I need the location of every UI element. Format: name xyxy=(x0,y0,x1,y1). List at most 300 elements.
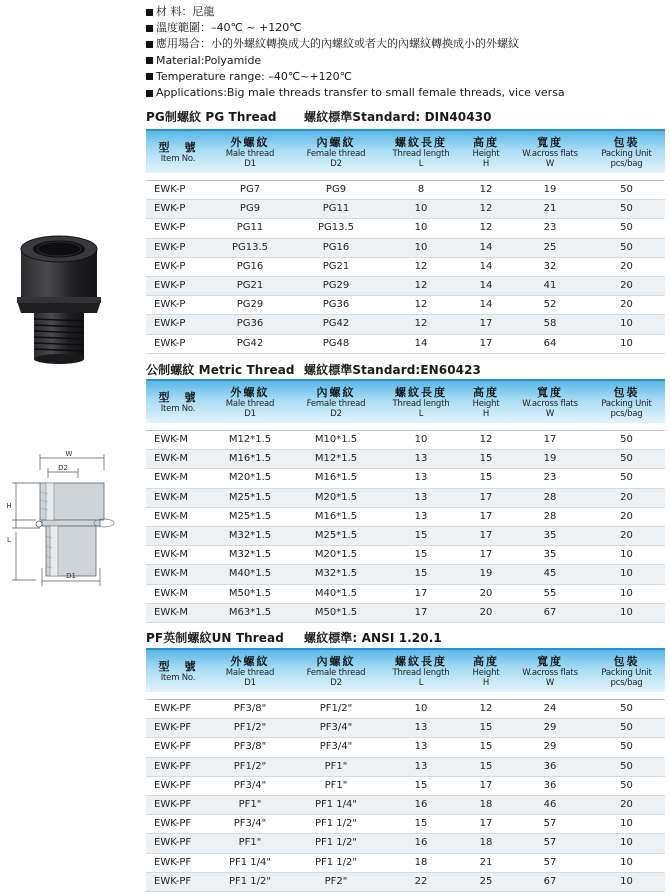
cell-w: 23 xyxy=(543,472,557,484)
header-en: Item No. xyxy=(160,672,196,683)
header-en: Item No. xyxy=(160,153,196,164)
cell-d2: PG9 xyxy=(325,184,347,195)
cell-l: 8 xyxy=(417,184,425,195)
cell-l: 12 xyxy=(414,318,428,330)
section-title-metric: 公制螺紋 Metric Thread 螺紋標準Standard:EN60423 xyxy=(146,363,482,377)
cell-h: 17 xyxy=(479,549,493,561)
cell-item: EWK-PF xyxy=(154,703,192,714)
adapter-technical-drawing xyxy=(2,450,142,595)
cell-item: EWK-PF xyxy=(154,875,192,887)
header-cell-w xyxy=(512,650,588,692)
cell-d2: PG48 xyxy=(322,337,350,349)
cell-d1: PF1" xyxy=(238,798,262,810)
header-en: Packing Unit xyxy=(601,667,652,678)
cell-d1: M50*1.5 xyxy=(228,587,272,599)
table-row xyxy=(146,873,665,892)
cell-h: 15 xyxy=(479,741,493,753)
cell-d1: PF3/4" xyxy=(233,818,267,830)
cell-l: 15 xyxy=(414,549,428,561)
cell-h: 17 xyxy=(479,337,493,349)
header-en: W xyxy=(545,677,555,688)
cell-p: 10 xyxy=(620,837,633,849)
bullet-icon xyxy=(146,73,153,80)
cell-item: EWK-M xyxy=(154,529,188,541)
bullet-icon xyxy=(146,25,153,32)
header-en: H xyxy=(482,408,490,419)
cell-w: 19 xyxy=(543,184,557,195)
cell-item: EWK-P xyxy=(154,279,186,291)
cell-p: 50 xyxy=(620,722,633,734)
cell-d2: M50*1.5 xyxy=(314,606,358,618)
cell-w: 58 xyxy=(543,318,557,330)
cell-d1: PF1" xyxy=(238,837,262,849)
header-en: Female thread xyxy=(306,148,366,159)
header-zh: 螺紋長度 xyxy=(395,135,447,149)
header-en: Male thread xyxy=(225,667,275,678)
cell-l: 10 xyxy=(414,241,428,253)
cell-l: 10 xyxy=(414,203,428,215)
header-gap xyxy=(146,423,665,431)
dim-l-label: L xyxy=(7,536,11,544)
header-zh: 外螺紋 xyxy=(230,654,270,668)
spec-material-en: Material:Polyamide xyxy=(146,53,666,69)
cell-d1: M20*1.5 xyxy=(228,472,272,484)
header-zh: 包裝 xyxy=(613,135,640,149)
table-body xyxy=(146,700,665,892)
cell-item: EWK-PF xyxy=(154,760,192,772)
header-cell-w xyxy=(512,381,588,423)
cell-l: 10 xyxy=(414,434,428,445)
spec-temperature-zh: 溫度範圍：–40℃ ~ +120℃ xyxy=(146,20,666,36)
header-cell-h xyxy=(460,650,512,692)
cell-d1: M63*1.5 xyxy=(228,606,272,618)
cell-l: 15 xyxy=(414,779,428,791)
section-title-pf: PF英制螺紋UN Thread 螺紋標準: ANSI 1.20.1 xyxy=(146,631,442,645)
header-en: L xyxy=(418,677,424,688)
table-row xyxy=(146,565,665,584)
cell-l: 18 xyxy=(414,856,428,868)
cell-item: EWK-M xyxy=(154,549,188,561)
header-zh: 內螺紋 xyxy=(316,135,356,149)
table-row xyxy=(146,431,665,450)
cell-w: 32 xyxy=(543,260,557,272)
cell-item: EWK-PF xyxy=(154,722,192,734)
cell-d1: PG13.5 xyxy=(231,241,269,253)
header-zh: 高度 xyxy=(473,135,499,149)
header-cell-l xyxy=(382,131,460,173)
header-cell-p xyxy=(588,381,665,423)
cell-h: 15 xyxy=(479,472,493,484)
cell-p: 10 xyxy=(620,606,633,618)
cell-d2: PG21 xyxy=(322,260,350,272)
header-gap xyxy=(146,173,665,181)
header-en: H xyxy=(482,677,490,688)
header-cell-l xyxy=(382,381,460,423)
cell-d2: M12*1.5 xyxy=(314,453,358,465)
cell-w: 35 xyxy=(543,549,557,561)
cell-item: EWK-PF xyxy=(154,741,192,753)
cell-d1: PG7 xyxy=(239,184,261,195)
header-en: D1 xyxy=(244,677,256,688)
cell-w: 67 xyxy=(543,875,557,887)
cell-l: 13 xyxy=(414,760,428,772)
header-en: Female thread xyxy=(306,667,366,678)
cell-d1: PG16 xyxy=(236,260,264,272)
header-zh: 內螺紋 xyxy=(316,654,356,668)
cell-h: 15 xyxy=(479,760,493,772)
header-en: L xyxy=(418,408,424,419)
header-zh: 螺紋長度 xyxy=(395,654,447,668)
cell-p: 20 xyxy=(620,299,633,311)
header-en: W.across flats xyxy=(522,667,578,678)
cell-h: 12 xyxy=(479,222,493,234)
cell-w: 17 xyxy=(543,434,557,445)
spec-application-en: Applications:Big male threads transfer to small female threads, vice versa xyxy=(146,85,666,101)
cell-l: 10 xyxy=(414,703,428,714)
header-en: H xyxy=(482,158,490,169)
header-en: W.across flats xyxy=(522,398,578,409)
cell-l: 15 xyxy=(414,818,428,830)
header-zh: 型 號 xyxy=(158,390,198,404)
bullet-icon xyxy=(146,90,153,97)
cell-l: 16 xyxy=(414,837,428,849)
bullet-icon xyxy=(146,57,153,64)
cell-d1: M25*1.5 xyxy=(228,510,272,522)
cell-l: 13 xyxy=(414,510,428,522)
cell-item: EWK-M xyxy=(154,568,188,580)
cell-w: 28 xyxy=(543,491,557,503)
cell-d2: PF1" xyxy=(324,760,348,772)
header-cell-p xyxy=(588,650,665,692)
table-metric xyxy=(146,379,665,623)
header-en: Height xyxy=(472,398,500,409)
cell-l: 17 xyxy=(414,606,428,618)
cell-d2: PG11 xyxy=(322,203,350,215)
cell-w: 57 xyxy=(543,837,557,849)
cell-p: 20 xyxy=(620,510,633,522)
cell-item: EWK-P xyxy=(154,318,186,330)
header-en: Height xyxy=(472,148,500,159)
cell-d2: PF1 1/4" xyxy=(314,798,358,810)
table-row xyxy=(146,219,665,238)
table-header xyxy=(146,129,665,173)
adapter-product-photo xyxy=(14,235,104,367)
table-pg xyxy=(146,129,665,354)
cell-p: 10 xyxy=(620,549,633,561)
header-en: D1 xyxy=(244,158,256,169)
bullet-icon xyxy=(146,41,153,48)
table-row xyxy=(146,258,665,277)
header-zh: 包裝 xyxy=(613,385,640,399)
header-zh: 寬度 xyxy=(537,654,563,668)
table-row xyxy=(146,585,665,604)
table-row xyxy=(146,604,665,623)
cell-d1: PG21 xyxy=(236,279,264,291)
cell-l: 22 xyxy=(414,875,428,887)
cell-h: 15 xyxy=(479,453,493,465)
cell-p: 10 xyxy=(620,818,633,830)
header-en: pcs/bag xyxy=(610,408,643,419)
table-row xyxy=(146,527,665,546)
cell-p: 20 xyxy=(620,279,633,291)
cell-p: 50 xyxy=(620,434,633,445)
cell-d1: PF3/4" xyxy=(233,779,267,791)
header-en: Packing Unit xyxy=(601,148,652,159)
cell-d1: M16*1.5 xyxy=(228,453,272,465)
cell-w: 36 xyxy=(543,779,557,791)
header-en: D2 xyxy=(330,158,342,169)
cell-w: 24 xyxy=(543,703,557,714)
cell-h: 12 xyxy=(479,184,493,195)
cell-l: 10 xyxy=(414,222,428,234)
table-pf xyxy=(146,648,665,892)
cell-d2: PF1 1/2" xyxy=(314,856,358,868)
cell-l: 13 xyxy=(414,722,428,734)
table-row xyxy=(146,296,665,315)
cell-p: 50 xyxy=(620,241,633,253)
cell-w: 21 xyxy=(543,203,557,215)
cell-p: 50 xyxy=(620,222,633,234)
table-row xyxy=(146,277,665,296)
header-en: Packing Unit xyxy=(601,398,652,409)
cell-d2: PF3/4" xyxy=(319,741,353,753)
cell-item: EWK-M xyxy=(154,453,188,465)
spec-application-zh: 應用場合：小的外螺紋轉換成大的內螺紋或者大的內螺紋轉換成小的外螺紋 xyxy=(146,36,666,52)
cell-p: 10 xyxy=(620,318,633,330)
cell-d1: M40*1.5 xyxy=(228,568,272,580)
cell-d1: M32*1.5 xyxy=(228,549,272,561)
cell-h: 19 xyxy=(479,568,493,580)
cell-p: 10 xyxy=(620,856,633,868)
header-zh: 外螺紋 xyxy=(230,135,270,149)
dim-d1-label: D1 xyxy=(66,572,76,580)
cell-h: 17 xyxy=(479,491,493,503)
cell-w: 25 xyxy=(543,241,557,253)
cell-w: 29 xyxy=(543,722,557,734)
cell-d1: PG36 xyxy=(236,318,264,330)
table-row xyxy=(146,315,665,334)
cell-l: 12 xyxy=(414,279,428,291)
table-row xyxy=(146,700,665,719)
cell-d2: PF1 1/2" xyxy=(314,837,358,849)
header-cell-item xyxy=(146,381,210,423)
header-cell-item xyxy=(146,131,210,173)
cell-h: 14 xyxy=(479,279,493,291)
cell-d2: PG29 xyxy=(322,279,350,291)
cell-h: 12 xyxy=(479,703,493,714)
cell-d2: M10*1.5 xyxy=(314,434,358,445)
cell-d2: PG16 xyxy=(322,241,350,253)
cell-p: 10 xyxy=(620,587,633,599)
cell-p: 10 xyxy=(620,568,633,580)
header-zh: 型 號 xyxy=(158,140,198,154)
cell-item: EWK-P xyxy=(154,299,186,311)
header-cell-item xyxy=(146,650,210,692)
cell-p: 10 xyxy=(620,875,633,887)
cell-d2: PF2" xyxy=(324,875,348,887)
cell-h: 17 xyxy=(479,779,493,791)
cell-l: 17 xyxy=(414,587,428,599)
cell-h: 14 xyxy=(479,299,493,311)
cell-d2: M16*1.5 xyxy=(314,472,358,484)
cell-l: 15 xyxy=(414,529,428,541)
cell-h: 18 xyxy=(479,798,493,810)
cell-h: 14 xyxy=(479,241,493,253)
cell-w: 36 xyxy=(543,760,557,772)
cell-l: 16 xyxy=(414,798,428,810)
header-en: Thread length xyxy=(392,148,450,159)
header-zh: 外螺紋 xyxy=(230,385,270,399)
table-body xyxy=(146,431,665,623)
cell-d1: PF3/8" xyxy=(233,741,267,753)
cell-h: 17 xyxy=(479,510,493,522)
cell-item: EWK-M xyxy=(154,510,188,522)
cell-p: 50 xyxy=(620,760,633,772)
header-cell-h xyxy=(460,381,512,423)
header-zh: 螺紋長度 xyxy=(395,385,447,399)
table-header xyxy=(146,648,665,692)
cell-w: 19 xyxy=(543,453,557,465)
section-standard-pg: 螺紋標準Standard: DIN40430 xyxy=(304,110,492,124)
cell-h: 15 xyxy=(479,722,493,734)
cell-d1: PG11 xyxy=(236,222,264,234)
cell-item: EWK-M xyxy=(154,587,188,599)
header-cell-w xyxy=(512,131,588,173)
cell-p: 10 xyxy=(620,337,633,349)
header-cell-d2 xyxy=(290,381,382,423)
spec-list xyxy=(146,4,666,101)
cell-d1: PG42 xyxy=(236,337,264,349)
table-row xyxy=(146,508,665,527)
header-cell-h xyxy=(460,131,512,173)
cell-l: 14 xyxy=(414,337,428,349)
cell-d1: M25*1.5 xyxy=(228,491,272,503)
cell-h: 14 xyxy=(479,260,493,272)
cell-p: 50 xyxy=(620,203,633,215)
header-zh: 內螺紋 xyxy=(316,385,356,399)
header-en: pcs/bag xyxy=(610,677,643,688)
cell-d2: M16*1.5 xyxy=(314,510,358,522)
header-en: L xyxy=(418,158,424,169)
cell-w: 46 xyxy=(543,798,557,810)
bullet-icon xyxy=(146,9,153,16)
cell-w: 67 xyxy=(543,606,557,618)
cell-w: 41 xyxy=(543,279,557,291)
table-row xyxy=(146,181,665,200)
table-row xyxy=(146,450,665,469)
header-en: Male thread xyxy=(225,398,275,409)
cell-d2: PF1 1/2" xyxy=(314,818,358,830)
dim-h-label: H xyxy=(6,502,12,510)
header-en: W xyxy=(545,408,555,419)
dim-d2-label: D2 xyxy=(58,464,68,472)
cell-item: EWK-M xyxy=(154,472,188,484)
cell-d1: M32*1.5 xyxy=(228,529,272,541)
cell-item: EWK-P xyxy=(154,337,186,349)
cell-l: 12 xyxy=(414,260,428,272)
cell-h: 20 xyxy=(479,606,493,618)
table-row xyxy=(146,815,665,834)
cell-l: 13 xyxy=(414,741,428,753)
header-zh: 高度 xyxy=(473,654,499,668)
cell-d2: PG36 xyxy=(322,299,350,311)
spec-material-zh: 材 料：尼龍 xyxy=(146,4,666,20)
cell-h: 18 xyxy=(479,837,493,849)
cell-p: 50 xyxy=(620,453,633,465)
header-en: D2 xyxy=(330,677,342,688)
cell-l: 12 xyxy=(414,299,428,311)
table-row xyxy=(146,758,665,777)
header-cell-d2 xyxy=(290,131,382,173)
cell-p: 50 xyxy=(620,472,633,484)
table-row xyxy=(146,777,665,796)
cell-h: 12 xyxy=(479,203,493,215)
header-en: Height xyxy=(472,667,500,678)
header-en: Thread length xyxy=(392,667,450,678)
header-en: D2 xyxy=(330,408,342,419)
cell-d2: M32*1.5 xyxy=(314,568,358,580)
cell-w: 29 xyxy=(543,741,557,753)
cell-item: EWK-PF xyxy=(154,779,192,791)
header-cell-l xyxy=(382,650,460,692)
table-row xyxy=(146,546,665,565)
header-zh: 包裝 xyxy=(613,654,640,668)
header-en: Thread length xyxy=(392,398,450,409)
header-cell-p xyxy=(588,131,665,173)
table-row xyxy=(146,719,665,738)
cell-d1: PF1/2" xyxy=(233,760,267,772)
cell-l: 13 xyxy=(414,472,428,484)
header-en: pcs/bag xyxy=(610,158,643,169)
cell-h: 25 xyxy=(479,875,493,887)
spec-temperature-en: Temperature range: –40℃~+120℃ xyxy=(146,69,666,85)
table-row xyxy=(146,738,665,757)
cell-item: EWK-P xyxy=(154,241,186,253)
table-body xyxy=(146,181,665,354)
header-cell-d1 xyxy=(210,131,290,173)
cell-item: EWK-PF xyxy=(154,856,192,868)
cell-item: EWK-P xyxy=(154,260,186,272)
table-row xyxy=(146,239,665,258)
section-title-pg: PG制螺紋 PG Thread 螺紋標準Standard: DIN40430 xyxy=(146,110,492,124)
cell-item: EWK-M xyxy=(154,606,188,618)
cell-d1: PF1 1/4" xyxy=(228,856,272,868)
cell-item: EWK-M xyxy=(154,434,188,445)
cell-h: 17 xyxy=(479,529,493,541)
cell-item: EWK-PF xyxy=(154,837,192,849)
cell-d1: PF1 1/2" xyxy=(228,875,272,887)
cell-l: 15 xyxy=(414,568,428,580)
cell-d1: PF1/2" xyxy=(233,722,267,734)
cell-w: 28 xyxy=(543,510,557,522)
header-cell-d2 xyxy=(290,650,382,692)
cell-d2: M40*1.5 xyxy=(314,587,358,599)
cell-w: 55 xyxy=(543,587,557,599)
table-header xyxy=(146,379,665,423)
cell-d2: PG13.5 xyxy=(317,222,355,234)
cell-w: 57 xyxy=(543,818,557,830)
cell-d1: PG29 xyxy=(236,299,264,311)
cell-d2: PG42 xyxy=(322,318,350,330)
cell-h: 17 xyxy=(479,318,493,330)
header-cell-d1 xyxy=(210,381,290,423)
header-en: W xyxy=(545,158,555,169)
cell-d2: M20*1.5 xyxy=(314,549,358,561)
cell-p: 20 xyxy=(620,260,633,272)
table-row xyxy=(146,200,665,219)
cell-p: 20 xyxy=(620,529,633,541)
cell-l: 13 xyxy=(414,491,428,503)
